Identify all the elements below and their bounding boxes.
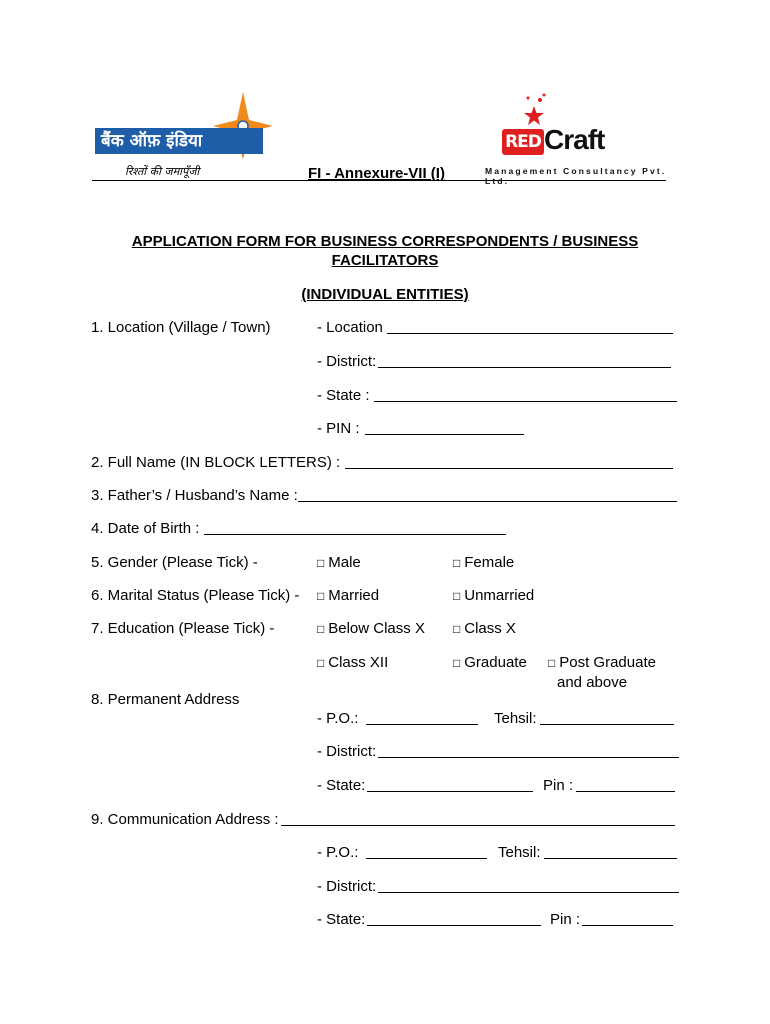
- option-label: Class XII: [328, 654, 389, 671]
- q7-label: 7. Education (Please Tick) -: [91, 620, 275, 637]
- state-field[interactable]: [374, 401, 677, 402]
- q4-label: 4. Date of Birth :: [91, 520, 200, 537]
- checkbox-icon[interactable]: □: [317, 656, 325, 670]
- option-label: Graduate: [464, 654, 527, 671]
- redcraft-red: RED: [502, 129, 544, 155]
- option-label: Class X: [464, 620, 516, 637]
- edu-class-x-option[interactable]: [453, 620, 516, 638]
- checkbox-icon[interactable]: □: [453, 589, 461, 603]
- checkbox-icon[interactable]: □: [548, 656, 556, 670]
- q2-label: 2. Full Name (IN BLOCK LETTERS) :: [91, 454, 341, 471]
- permanent-pin-field[interactable]: [576, 791, 675, 792]
- redcraft-craft: Craft: [544, 124, 605, 155]
- permanent-district-field[interactable]: [378, 757, 679, 758]
- edu-post-graduate-option[interactable]: [548, 654, 656, 672]
- form-title-line2: FACILITATORS: [331, 252, 439, 269]
- checkbox-icon[interactable]: □: [317, 622, 325, 636]
- gender-male-option[interactable]: [317, 554, 361, 572]
- location-field[interactable]: [387, 333, 673, 334]
- edu-class-xii-option[interactable]: [317, 654, 388, 672]
- edu-below-class-x-option[interactable]: [317, 620, 425, 638]
- checkbox-icon[interactable]: □: [453, 556, 461, 570]
- q1-state-label: - State :: [317, 387, 370, 404]
- option-label: Unmarried: [464, 587, 535, 604]
- form-subtitle: (INDIVIDUAL ENTITIES): [301, 286, 469, 303]
- father-husband-name-field[interactable]: [298, 501, 677, 502]
- bank-tagline: रिश्तों की जमापूँजी: [125, 165, 200, 178]
- q1-district-label: - District:: [317, 353, 377, 370]
- checkbox-icon[interactable]: □: [453, 622, 461, 636]
- q8-state-label: - State:: [317, 777, 366, 794]
- q1-pin-label: - PIN :: [317, 420, 360, 437]
- permanent-tehsil-field[interactable]: [540, 724, 674, 725]
- marital-married-option[interactable]: [317, 587, 379, 605]
- gender-female-option[interactable]: [453, 554, 514, 572]
- q5-label: 5. Gender (Please Tick) -: [91, 554, 258, 571]
- redcraft-logo: [484, 92, 669, 186]
- communication-address-field[interactable]: [281, 825, 675, 826]
- permanent-state-field[interactable]: [367, 791, 533, 792]
- option-label: Male: [328, 554, 361, 571]
- annexure-label: FI - Annexure-VII (I): [308, 165, 445, 182]
- pin-field[interactable]: [365, 434, 524, 435]
- communication-pin-field[interactable]: [582, 925, 673, 926]
- bank-name: बैंक ऑफ़ इंडिया: [95, 128, 263, 154]
- q8-po-label: - P.O.:: [317, 710, 359, 727]
- form-title-line1: APPLICATION FORM FOR BUSINESS CORRESPONDENTS / BUSINESS: [131, 233, 639, 250]
- q9-tehsil-label: Tehsil:: [498, 844, 541, 861]
- communication-state-field[interactable]: [367, 925, 541, 926]
- option-label: Post Graduate: [559, 654, 656, 671]
- marital-unmarried-option[interactable]: [453, 587, 534, 605]
- dob-field[interactable]: [204, 534, 506, 535]
- district-field[interactable]: [378, 367, 671, 368]
- communication-po-field[interactable]: [366, 858, 487, 859]
- q1-label: 1. Location (Village / Town): [91, 319, 271, 336]
- edu-graduate-option[interactable]: [453, 654, 527, 672]
- q9-state-label: - State:: [317, 911, 366, 928]
- permanent-po-field[interactable]: [366, 724, 478, 725]
- communication-district-field[interactable]: [378, 892, 679, 893]
- communication-tehsil-field[interactable]: [544, 858, 677, 859]
- checkbox-icon[interactable]: □: [317, 589, 325, 603]
- q8-label: 8. Permanent Address: [91, 691, 240, 708]
- q9-po-label: - P.O.:: [317, 844, 359, 861]
- q9-district-label: - District:: [317, 878, 377, 895]
- bank-of-india-logo: [95, 92, 265, 182]
- q3-label: 3. Father’s / Husband’s Name :: [91, 487, 298, 504]
- q9-pin-label: Pin :: [550, 911, 581, 928]
- redcraft-subtitle: Management Consultancy Pvt. Ltd.: [485, 166, 667, 186]
- checkbox-icon[interactable]: □: [317, 556, 325, 570]
- edu-post-graduate-label-line2: and above: [557, 674, 628, 691]
- q8-tehsil-label: Tehsil:: [494, 710, 537, 727]
- q9-label: 9. Communication Address :: [91, 811, 279, 828]
- checkbox-icon[interactable]: □: [453, 656, 461, 670]
- option-label: Below Class X: [328, 620, 425, 637]
- full-name-field[interactable]: [345, 468, 673, 469]
- option-label: Female: [464, 554, 515, 571]
- option-label: Married: [328, 587, 380, 604]
- q8-district-label: - District:: [317, 743, 377, 760]
- q8-pin-label: Pin :: [543, 777, 574, 794]
- q1-location-label: - Location: [317, 319, 383, 336]
- q6-label: 6. Marital Status (Please Tick) -: [91, 587, 300, 604]
